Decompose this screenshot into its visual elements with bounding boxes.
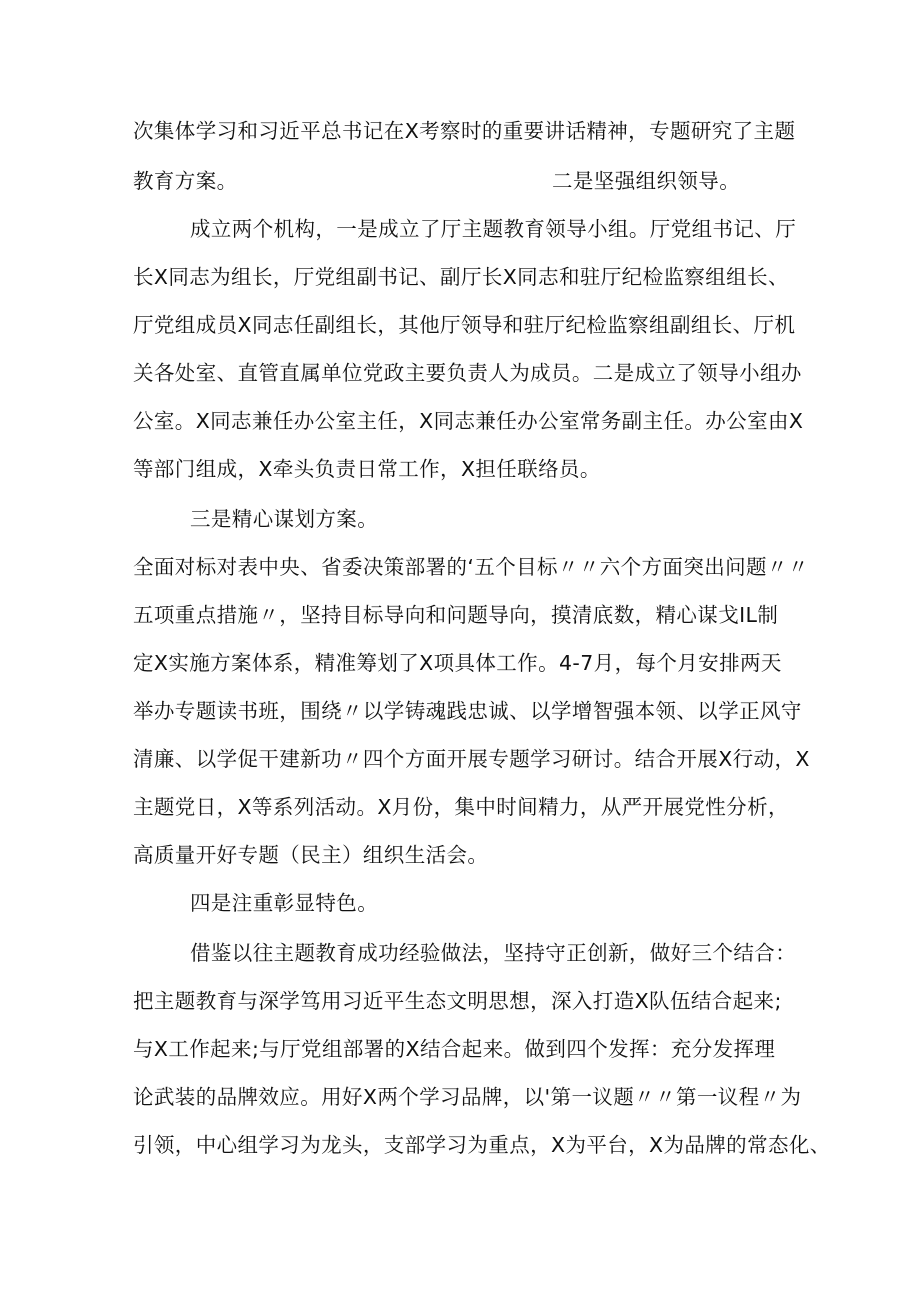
paragraph-line: 清廉、以学促干建新功〃四个方面开展专题学习研讨。结合开展X行动，X [133,747,810,771]
paragraph-line: 次集体学习和习近平总书记在X考察时的重要讲话精神，专题研究了主题 [133,119,796,143]
paragraph-line: 举办专题读书班，围绕〃以学铸魂践忠诚、以学增智强本领、以学正风守 [133,699,802,723]
paragraph-line: 主题党日，X等系列活动。X月份，集中时间精力，从严开展党性分析， [133,795,789,819]
paragraph-line: 等部门组成，X牵头负责日常工作，X担任联络员。 [133,457,601,481]
paragraph-line: 成立两个机构，一是成立了厅主题教育领导小组。厅党组书记、厅 [190,217,797,241]
paragraph-line-with-heading [133,164,773,198]
paragraph-line: 引领，中心组学习为龙头，支部学习为重点，X为平台，X为品牌的常态化、 [133,1133,831,1157]
paragraph-line: 公室。X同志兼任办公室主任，X同志兼任办公室常务副主任。办公室由X [133,409,804,433]
section-heading: 三是精心谋划方案。 [190,507,379,531]
paragraph-line: 厅党组成员X同志任副组长，其他厅领导和驻厅纪检监察组副组长、厅机 [133,313,796,337]
paragraph-line: 借鉴以往主题教育成功经验做法，坚持守正创新，做好三个结合： [190,941,797,965]
paragraph-line: 定X实施方案体系，精准筹划了X项具体工作。4-7月，每个月安排两天 [133,651,782,675]
paragraph-line: 高质量开好专题（民主）组织生活会。 [133,843,489,867]
section-heading: 四是注重彰显特色。 [190,891,379,915]
paragraph-line: 把主题教育与深学笃用习近平生态文明思想，深入打造X队伍结合起来; [133,989,782,1013]
paragraph-line: 关各处室、直管直属单位党政主要负责人为成员。二是成立了领导小组办 [133,361,802,385]
paragraph-line: 教育方案。 [133,169,238,193]
paragraph-line: 长X同志为组长，厅党组副书记、副厅长X同志和驻厅纪检监察组组长、 [133,265,789,289]
paragraph-line: 与X工作起来;与厅党组部署的X结合起来。做到四个发挥：充分发挥理 [133,1037,776,1061]
paragraph-line: 全面对标对表中央、省委决策部署的‘五个目标〃〃六个方面突出问题〃〃 [133,555,809,579]
paragraph-line: 论武装的品牌效应。用好X两个学习品牌，以'第一议题〃〃第一议程〃为 [133,1085,802,1109]
section-heading: 二是坚强组织领导。 [552,169,741,193]
paragraph-line: 五项重点措施〃，坚持目标导向和问题导向，摸清底数，精心谋戈IL制 [133,603,779,627]
